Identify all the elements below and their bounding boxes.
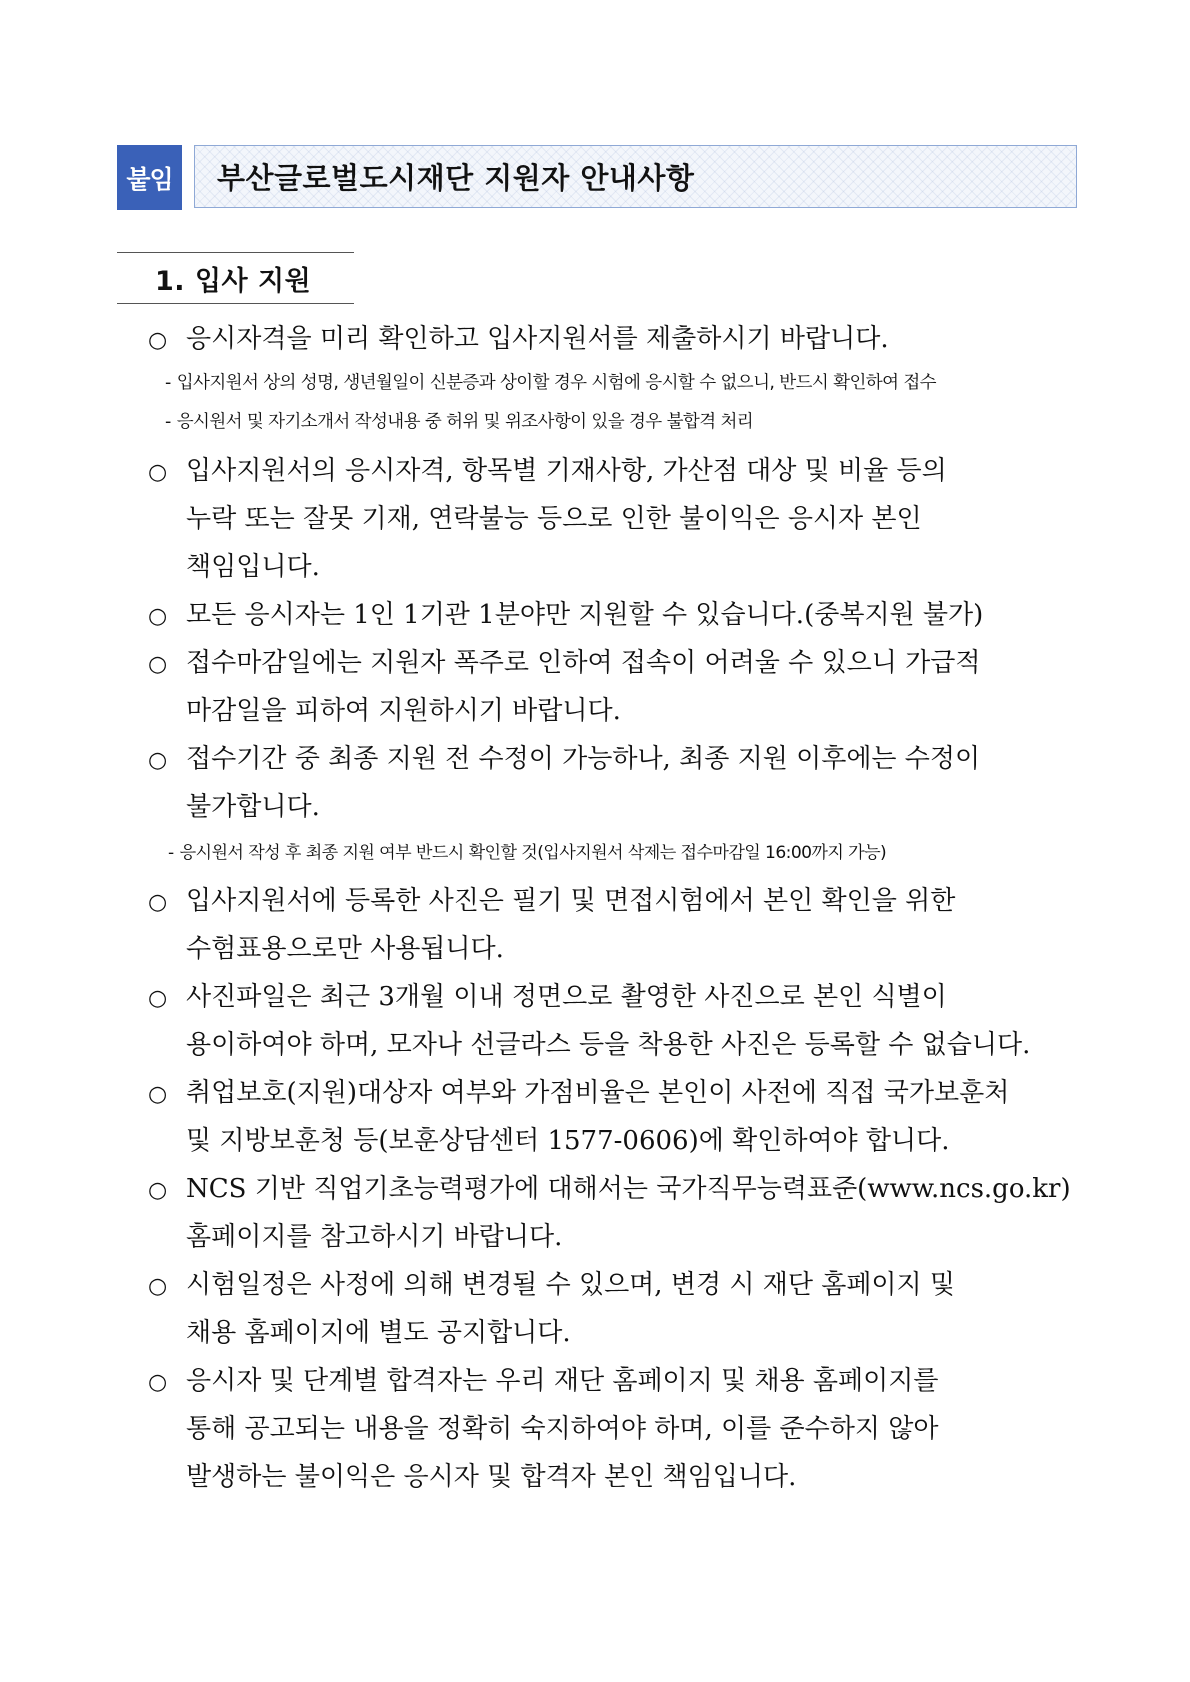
sub-item-text: 응시원서 및 자기소개서 작성내용 중 허위 및 위조사항이 있을 경우 불합격 처리 bbox=[176, 412, 754, 432]
item-continuation: 통해 공고되는 내용을 정확히 숙지하여야 하며, 이를 준수하지 않아 bbox=[186, 1414, 939, 1444]
item-text: 입사지원서에 등록한 사진은 필기 및 면접시험에서 본인 확인을 위한 bbox=[186, 886, 956, 916]
sub-item-text: 입사지원서 상의 성명, 생년월일이 신분증과 상이할 경우 시험에 응시할 수 없으니, 반드시 확인하여 접수 bbox=[176, 373, 936, 393]
bullet-icon: ○ bbox=[148, 748, 168, 773]
bullet-icon: ○ bbox=[148, 986, 168, 1011]
dash-icon: - bbox=[165, 373, 171, 393]
dash-icon: - bbox=[165, 412, 171, 432]
item-text: 응시자 및 단계별 합격자는 우리 재단 홈페이지 및 채용 홈페이지를 bbox=[186, 1366, 939, 1396]
item-text: 접수기간 중 최종 지원 전 수정이 가능하나, 최종 지원 이후에는 수정이 bbox=[186, 744, 981, 774]
attachment-header bbox=[117, 145, 1077, 210]
list-item bbox=[148, 880, 1083, 917]
item-text: 취업보호(지원)대상자 여부와 가점비율은 본인이 사전에 직접 국가보훈처 bbox=[186, 1078, 1010, 1108]
list-item bbox=[148, 1264, 1083, 1301]
sub-item-text: 응시원서 작성 후 최종 지원 여부 반드시 확인할 것(입사지원서 삭제는 접수마감일 16:00까지 가능) bbox=[179, 843, 887, 863]
bullet-icon: ○ bbox=[148, 328, 168, 353]
bullet-icon: ○ bbox=[148, 460, 168, 485]
item-text: 입사지원서의 응시자격, 항목별 기재사항, 가산점 대상 및 비율 등의 bbox=[186, 456, 947, 486]
page-title: 부산글로벌도시재단 지원자 안내사항 bbox=[217, 161, 695, 195]
list-item bbox=[148, 642, 1083, 679]
list-item bbox=[148, 318, 1083, 355]
section-title: 1. 입사 지원 bbox=[155, 265, 312, 297]
bullet-icon: ○ bbox=[148, 1178, 168, 1203]
section-heading bbox=[117, 252, 354, 304]
item-continuation: 책임입니다. bbox=[186, 552, 320, 582]
item-continuation: 불가합니다. bbox=[186, 792, 320, 822]
list-item bbox=[148, 1168, 1083, 1205]
list-item bbox=[148, 1360, 1083, 1397]
item-continuation: 용이하여야 하며, 모자나 선글라스 등을 착용한 사진은 등록할 수 없습니다. bbox=[186, 1030, 1031, 1060]
item-text: 사진파일은 최근 3개월 이내 정면으로 촬영한 사진으로 본인 식별이 bbox=[186, 982, 947, 1012]
header-title-box bbox=[194, 145, 1077, 208]
list-item bbox=[148, 738, 1083, 775]
attachment-tag: 붙임 bbox=[117, 145, 182, 210]
list-item bbox=[148, 594, 1083, 631]
bullet-icon: ○ bbox=[148, 1274, 168, 1299]
item-continuation: 수험표용으로만 사용됩니다. bbox=[186, 934, 504, 964]
bullet-icon: ○ bbox=[148, 1370, 168, 1395]
item-text: 모든 응시자는 1인 1기관 1분야만 지원할 수 있습니다.(중복지원 불가) bbox=[186, 600, 984, 630]
item-continuation: 누락 또는 잘못 기재, 연락불능 등으로 인한 불이익은 응시자 본인 bbox=[186, 504, 922, 534]
item-continuation: 채용 홈페이지에 별도 공지합니다. bbox=[186, 1318, 571, 1348]
bullet-icon: ○ bbox=[148, 652, 168, 677]
item-text: 접수마감일에는 지원자 폭주로 인하여 접속이 어려울 수 있으니 가급적 bbox=[186, 648, 981, 678]
sub-item bbox=[165, 408, 1083, 433]
list-item bbox=[148, 450, 1083, 487]
item-continuation: 마감일을 피하여 지원하시기 바랍니다. bbox=[186, 696, 621, 726]
bullet-icon: ○ bbox=[148, 890, 168, 915]
item-text: NCS 기반 직업기초능력평가에 대해서는 국가직무능력표준(www.ncs.go.kr) bbox=[186, 1174, 1071, 1204]
list-item bbox=[148, 1072, 1083, 1109]
sub-item bbox=[168, 838, 1086, 863]
bullet-icon: ○ bbox=[148, 604, 168, 629]
sub-item bbox=[165, 369, 1083, 394]
dash-icon: - bbox=[168, 843, 174, 863]
bullet-icon: ○ bbox=[148, 1082, 168, 1107]
item-text: 시험일정은 사정에 의해 변경될 수 있으며, 변경 시 재단 홈페이지 및 bbox=[186, 1270, 956, 1300]
item-continuation: 홈페이지를 참고하시기 바랍니다. bbox=[186, 1222, 563, 1252]
item-continuation: 발생하는 불이익은 응시자 및 합격자 본인 책임입니다. bbox=[186, 1462, 797, 1492]
item-text: 응시자격을 미리 확인하고 입사지원서를 제출하시기 바랍니다. bbox=[186, 324, 889, 354]
item-continuation: 및 지방보훈청 등(보훈상담센터 1577-0606)에 확인하여야 합니다. bbox=[186, 1126, 950, 1156]
list-item bbox=[148, 976, 1083, 1013]
